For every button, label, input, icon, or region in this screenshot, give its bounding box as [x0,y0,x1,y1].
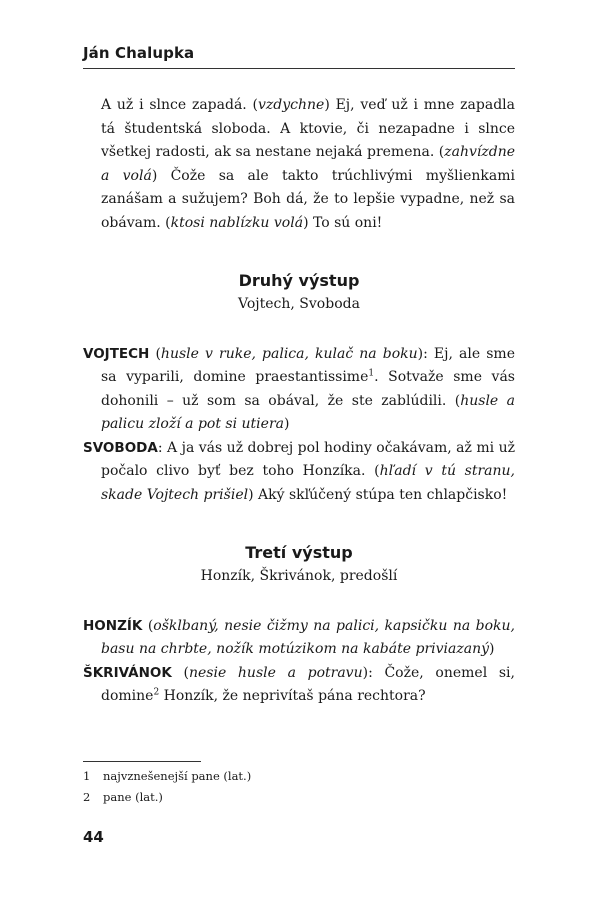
scene-3-cast: Honzík, Škrivánok, predošlí [200,568,398,584]
stage-direction: nesie husle a potravu [188,664,363,681]
stage-direction: vzdychne [258,97,325,113]
footnotes [83,766,515,808]
speaker-name: HONZÍK [83,617,143,634]
dialogue-line: ŠKRIVÁNOK (nesie husle a potravu): Čože, onemel si, domine$^2$ Honzík, že neprivítaš pána rechtora? [83,664,515,704]
stage-direction: hľadí v tú stranu, skade Vojtech prišiel [101,463,515,503]
speaker-name: ŠKRIVÁNOK [83,664,172,681]
footnote-ref: 1 [368,368,375,379]
dialogue-line: VOJTECH (husle v ruke, palica, kulač na boku): Ej, ale sme sa vyparili, domine praestantissime$^1$. Sotvaže sme vás dohonili – už som sa obával, že ste zablúdili. (husle a palicu zloží a pot si utiera) [83,345,516,432]
footnote-text: pane (lat.) [103,790,163,804]
scene-2-title: Druhý výstup [238,271,360,290]
stage-direction: ktosi nablízku volá [170,214,304,231]
footnote-number: 2 [83,790,91,804]
intro-paragraph: A už i slnce zapadá. (vzdychne) Ej, veď už i mne zapadla tá študentská sloboda. A ktovie, či nezapadne i slnce všetkej radosti, ak sa nestane nejaká premena. (zahvízdne a volá) Čože sa ale takto trúchlivými myšlienkami zanášam a sužujem? Boh dá, že to lepšie vypadne, než sa obávam. (ktosi nablízku volá) To sú oni! [101,97,516,231]
page-number: 44 [83,828,104,846]
page-body [83,94,515,709]
author-name: Ján Chalupka [83,44,195,62]
speaker-name: SVOBODA [83,439,158,456]
footnote-number: 1 [83,769,91,783]
footnote [83,766,515,787]
footnote-text: najvznešenejší pane (lat.) [103,769,252,783]
stage-direction: husle v ruke, palica, kulač na boku [160,345,418,362]
scene-2-cast: Vojtech, Svoboda [238,296,360,312]
dialogue-line: SVOBODA: A ja vás už dobrej pol hodiny očakávam, až mi už počalo clivo byť bez toho Honzíka. (hľadí v tú stranu, skade Vojtech prišiel) Aký skľúčený stúpa ten chlapčisko! [83,439,515,503]
footnote-ref: 2 [153,687,160,698]
stage-direction: zahvízdne a volá [101,144,515,184]
footnote-divider [83,761,201,762]
stage-direction: ošklbaný, nesie čižmy na palici, kapsičku na boku, basu na chrbte, nožík motúzikom na kabáte priviazaný [101,617,515,657]
scene-3-title: Tretí výstup [245,543,353,562]
stage-direction: husle a palicu zloží a pot si utiera [101,392,516,432]
running-header [83,44,515,69]
speaker-name: VOJTECH [83,345,150,362]
dialogue-line: HONZÍK (ošklbaný, nesie čižmy na palici, kapsičku na boku, basu na chrbte, nožík motúzikom na kabáte priviazaný) [83,617,515,657]
footnote [83,787,515,808]
